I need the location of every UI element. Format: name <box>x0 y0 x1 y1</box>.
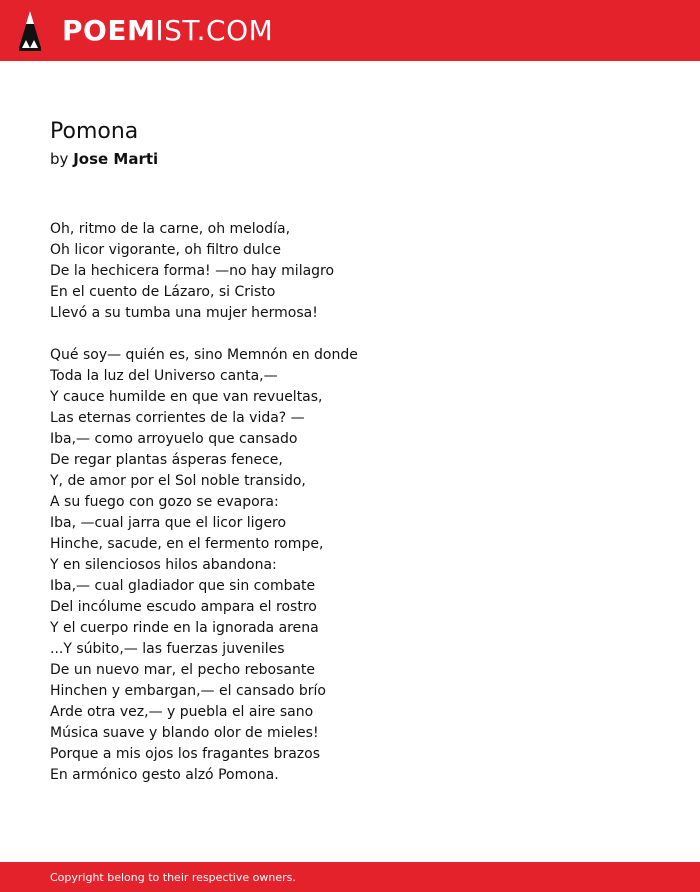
poem-line: Y en silenciosos hilos abandona: <box>50 557 277 573</box>
poem-line: Iba,— como arroyuelo que cansado <box>50 431 298 447</box>
poem-line: Hinche, sacude, en el fermento rompe, <box>50 536 324 552</box>
poem-title: Pomona <box>50 119 139 144</box>
poem-line: Llevó a su tumba una mujer hermosa! <box>50 305 318 321</box>
poem-line: En el cuento de Lázaro, si Cristo <box>50 284 276 300</box>
poem-line: Qué soy— quién es, sino Memnón en donde <box>50 347 358 363</box>
poem-line: Y cauce humilde en que van revueltas, <box>50 389 323 405</box>
poem-line: Las eternas corrientes de la vida? — <box>50 410 305 426</box>
poem-line: Y el cuerpo rinde en la ignorada arena <box>50 620 319 636</box>
poem-line: Del incólume escudo ampara el rostro <box>50 599 317 615</box>
poem-line: Arde otra vez,— y puebla el aire sano <box>50 704 314 720</box>
poem-line: ...Y súbito,— las fuerzas juveniles <box>50 641 285 657</box>
poem-line: Iba, —cual jarra que el licor ligero <box>50 515 287 531</box>
poem-line: Hinchen y embargan,— el cansado brío <box>50 683 326 699</box>
copyright-text: Copyright belong to their respective owners. <box>50 871 296 884</box>
poem-line: De regar plantas ásperas fenece, <box>50 452 283 468</box>
footer-bar <box>0 862 700 892</box>
poem-line: A su fuego con gozo se evapora: <box>50 494 279 510</box>
poem-line: Iba,— cual gladiador que sin combate <box>50 578 316 594</box>
pencil-icon <box>18 10 42 52</box>
logo-text[interactable] <box>62 14 273 48</box>
logo-text-light: IST.COM <box>155 14 274 47</box>
poem-line: Y, de amor por el Sol noble transido, <box>50 473 306 489</box>
author-name[interactable]: Jose Marti <box>73 150 159 168</box>
stanza <box>50 345 650 786</box>
poem-line: De un nuevo mar, el pecho rebosante <box>50 662 315 678</box>
logo-text-bold: POEM <box>62 14 156 47</box>
poem-line: En armónico gesto alzó Pomona. <box>50 767 279 783</box>
poem-line: Oh licor vigorante, oh filtro dulce <box>50 242 281 258</box>
poem-line: Toda la luz del Universo canta,— <box>50 368 278 384</box>
poem-line: Música suave y blando olor de mieles! <box>50 725 319 741</box>
by-label: by <box>50 150 69 168</box>
stanza-gap <box>50 324 650 345</box>
byline <box>50 150 158 168</box>
poem-line: Oh, ritmo de la carne, oh melodía, <box>50 221 291 237</box>
poem-line: De la hechicera forma! —no hay milagro <box>50 263 335 279</box>
header-bar <box>0 0 700 61</box>
poem-body <box>50 219 650 786</box>
stanza <box>50 219 650 324</box>
poem-line: Porque a mis ojos los fragantes brazos <box>50 746 320 762</box>
